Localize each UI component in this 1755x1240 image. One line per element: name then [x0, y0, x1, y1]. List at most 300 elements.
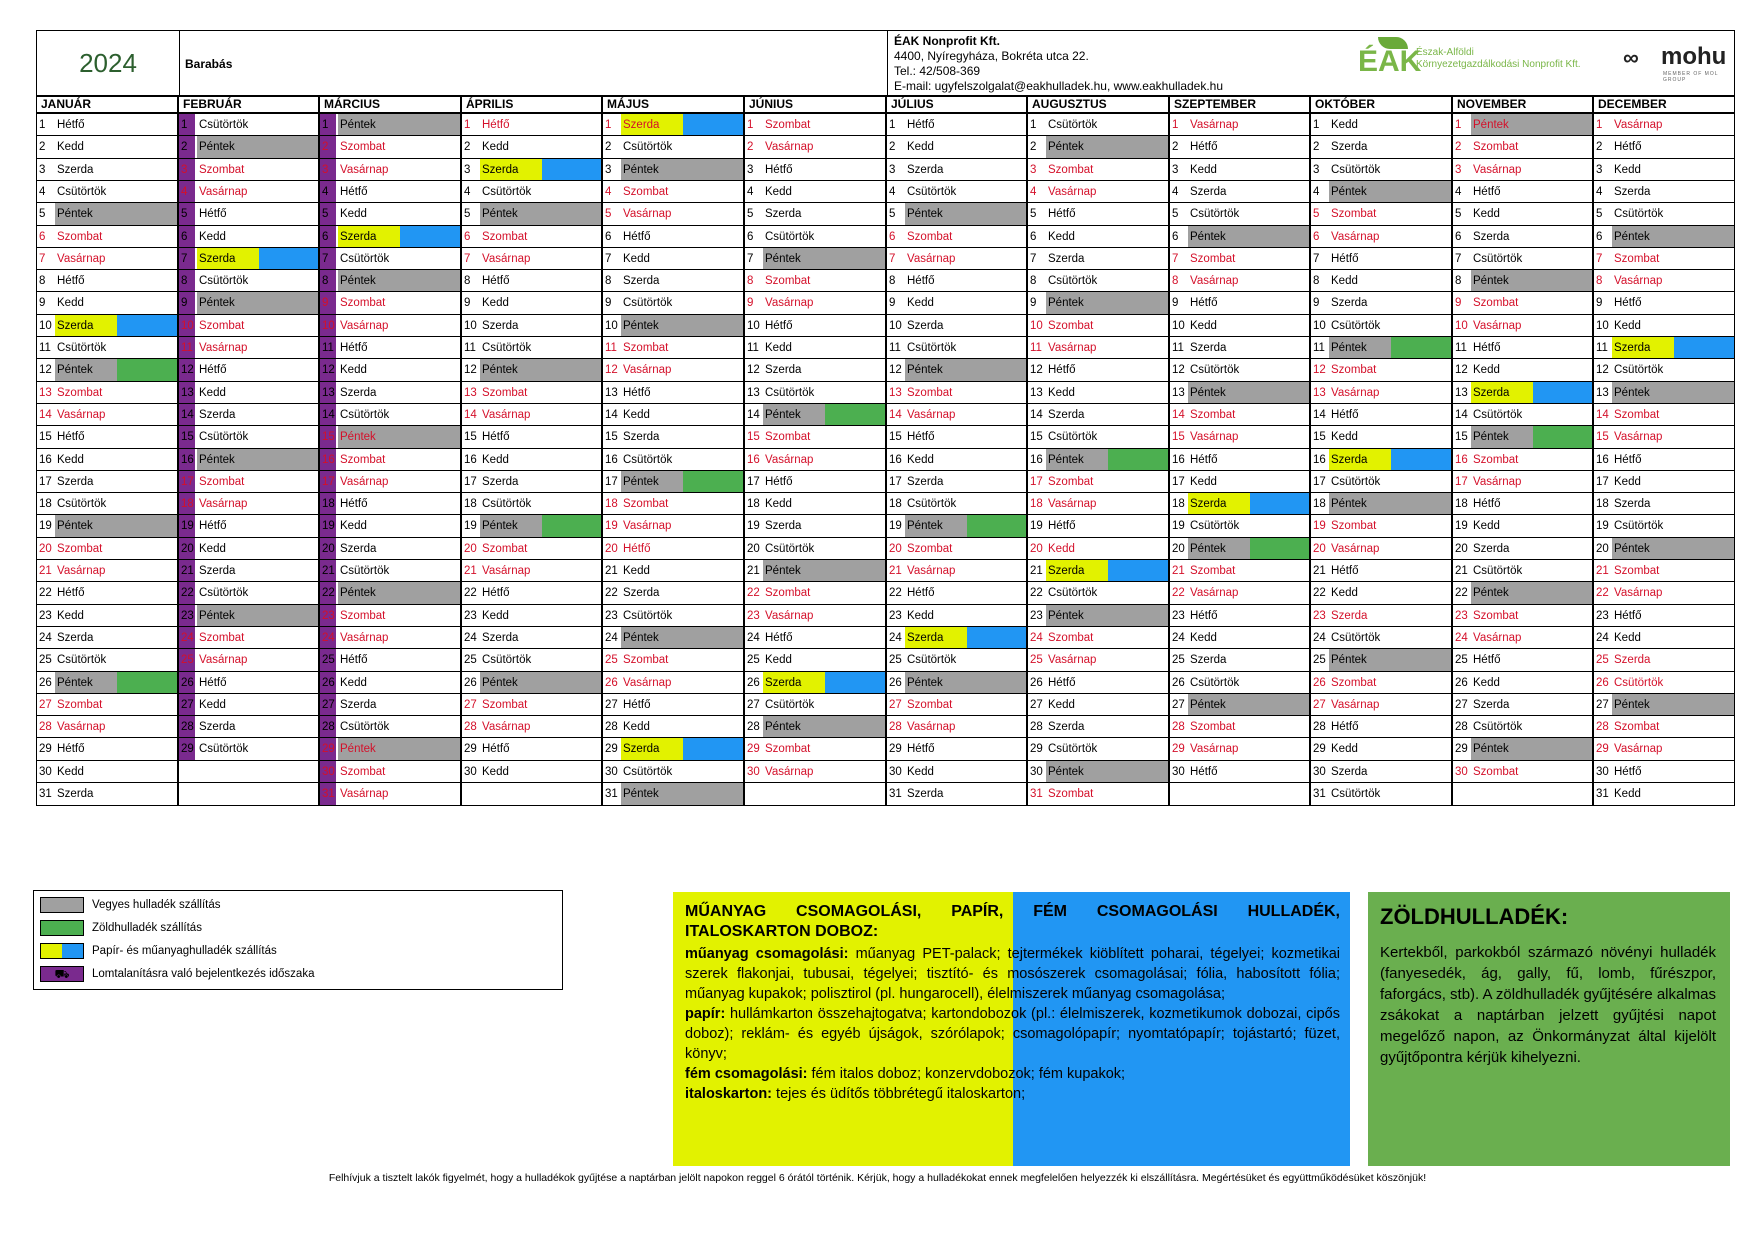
day-number: 2 [605, 141, 612, 153]
day-cell [744, 358, 886, 382]
weekday-name: Kedd [907, 454, 934, 466]
weekday-name: Csütörtök [57, 342, 107, 354]
day-number: 11 [605, 342, 617, 354]
day-cell [178, 626, 319, 650]
weekday-name: Vasárnap [1473, 164, 1522, 176]
day-number: 8 [1030, 275, 1037, 287]
day-cell [1452, 113, 1593, 137]
day-cell [744, 693, 886, 717]
day-cell [1027, 135, 1169, 159]
day-number: 15 [1030, 431, 1043, 443]
day-number: 21 [1313, 565, 1326, 577]
weekday-name: Szerda [907, 476, 944, 488]
paper-plastic-mark-blue [1250, 493, 1310, 516]
day-number: 29 [1313, 743, 1326, 755]
legend-item [40, 918, 540, 938]
weekday-name: Kedd [765, 342, 792, 354]
weekday-name: Vasárnap [482, 409, 531, 421]
day-number: 20 [889, 543, 902, 555]
weekday-name: Vasárnap [1331, 699, 1380, 711]
weekday-name: Hétfő [907, 119, 935, 131]
day-number: 2 [1596, 141, 1603, 153]
recyclables-info-box [673, 892, 1350, 1166]
day-cell [602, 693, 744, 717]
day-cell [1027, 403, 1169, 427]
day-number: 10 [1030, 320, 1043, 332]
day-cell [744, 581, 886, 605]
day-number: 23 [1172, 610, 1185, 622]
weekday-name: Szombat [1331, 677, 1377, 689]
day-cell [1169, 225, 1310, 249]
day-cell [36, 715, 178, 739]
green-waste-mark [683, 471, 744, 494]
day-number: 30 [605, 766, 618, 778]
day-number: 24 [1030, 632, 1043, 644]
day-cell [178, 693, 319, 717]
day-cell [1310, 381, 1452, 405]
weekday-name: Hétfő [340, 654, 368, 666]
day-number: 24 [320, 627, 336, 650]
day-cell [1169, 581, 1310, 605]
day-cell [1027, 113, 1169, 137]
day-number: 13 [1596, 387, 1609, 399]
day-number: 31 [889, 788, 902, 800]
day-cell [1452, 737, 1593, 761]
weekday-name: Péntek [340, 275, 376, 287]
day-cell [1452, 648, 1593, 672]
day-cell [1452, 559, 1593, 583]
day-cell [602, 671, 744, 695]
weekday-name: Csütörtök [340, 721, 390, 733]
weekday-name: Kedd [1331, 743, 1358, 755]
day-number: 24 [747, 632, 760, 644]
weekday-name: Péntek [1331, 654, 1367, 666]
weekday-name: Hétfő [199, 208, 227, 220]
paper-plastic-mark-blue [400, 226, 461, 249]
day-number: 5 [1030, 208, 1037, 220]
day-number: 29 [39, 743, 52, 755]
day-number: 4 [1596, 186, 1603, 198]
day-cell [1169, 492, 1310, 516]
day-cell [1310, 180, 1452, 204]
day-cell [744, 180, 886, 204]
day-cell [1027, 180, 1169, 204]
day-cell [1027, 537, 1169, 561]
weekday-name: Kedd [340, 364, 367, 376]
day-number: 10 [39, 320, 52, 332]
day-cell [886, 782, 1027, 806]
day-number: 28 [747, 721, 760, 733]
weekday-name: Vasárnap [57, 721, 106, 733]
day-number: 31 [1030, 788, 1043, 800]
day-number: 18 [179, 493, 195, 516]
day-cell [1310, 448, 1452, 472]
day-cell [36, 291, 178, 315]
month-header: ÁPRILIS [461, 96, 602, 113]
weekday-name: Szombat [1190, 253, 1236, 265]
day-number: 30 [1596, 766, 1609, 778]
day-cell [1310, 403, 1452, 427]
day-cell [744, 291, 886, 315]
weekday-name: Hétfő [623, 387, 651, 399]
day-number: 12 [39, 364, 52, 376]
day-number: 1 [889, 119, 896, 131]
day-number: 3 [39, 164, 46, 176]
day-number: 17 [179, 471, 195, 494]
weekday-name: Szombat [1190, 565, 1236, 577]
day-cell [178, 425, 319, 449]
weekday-name: Szerda [57, 632, 94, 644]
day-cell [744, 202, 886, 226]
day-number: 22 [39, 587, 52, 599]
weekday-name: Kedd [623, 565, 650, 577]
weekday-name: Kedd [57, 141, 84, 153]
day-cell [1169, 514, 1310, 538]
day-cell [178, 269, 319, 293]
green-waste-mark [1250, 538, 1310, 561]
weekday-name: Péntek [340, 119, 376, 131]
weekday-name: Péntek [1048, 454, 1084, 466]
legend-label: Lomtalanításra való bejelentkezés időszaka [92, 968, 315, 980]
day-number: 10 [464, 320, 477, 332]
day-number: 21 [889, 565, 902, 577]
weekday-name: Szerda [482, 476, 519, 488]
weekday-name: Szombat [57, 231, 103, 243]
day-number: 15 [1313, 431, 1326, 443]
day-number: 27 [320, 694, 336, 717]
day-cell [1452, 715, 1593, 739]
day-cell [461, 671, 602, 695]
day-number: 5 [1455, 208, 1462, 220]
day-number: 15 [1596, 431, 1609, 443]
day-cell [36, 514, 178, 538]
day-number: 8 [1455, 275, 1462, 287]
day-number: 6 [1172, 231, 1179, 243]
day-cell [886, 225, 1027, 249]
day-cell [1310, 135, 1452, 159]
weekday-name: Kedd [1473, 677, 1500, 689]
weekday-name: Vasárnap [765, 141, 814, 153]
day-number: 13 [605, 387, 618, 399]
day-cell [36, 648, 178, 672]
day-cell [744, 559, 886, 583]
weekday-name: Szombat [623, 498, 669, 510]
day-cell [461, 581, 602, 605]
day-number: 17 [889, 476, 902, 488]
truck-icon: ⛟ [40, 966, 84, 982]
day-number: 18 [1313, 498, 1326, 510]
weekday-name: Péntek [1473, 275, 1509, 287]
day-number: 17 [1030, 476, 1043, 488]
day-number: 13 [1313, 387, 1326, 399]
day-number: 3 [1030, 164, 1037, 176]
weekday-name: Szerda [199, 565, 236, 577]
day-number: 11 [39, 342, 51, 354]
weekday-name: Szombat [340, 297, 386, 309]
day-cell [886, 537, 1027, 561]
weekday-name: Szombat [57, 387, 103, 399]
weekday-name: Kedd [1190, 164, 1217, 176]
day-number: 22 [179, 582, 195, 605]
day-number: 19 [889, 520, 902, 532]
legend-item [40, 895, 540, 915]
day-number: 17 [320, 471, 336, 494]
day-number: 25 [1172, 654, 1185, 666]
day-cell [178, 737, 319, 761]
weekday-name: Kedd [482, 141, 509, 153]
weekday-name: Szerda [1048, 721, 1085, 733]
weekday-name: Vasárnap [907, 409, 956, 421]
day-cell [319, 737, 461, 761]
day-number: 6 [39, 231, 46, 243]
weekday-name: Szombat [623, 342, 669, 354]
day-cell [744, 135, 886, 159]
day-cell [1169, 269, 1310, 293]
weekday-name: Csütörtök [199, 275, 249, 287]
day-number: 2 [1172, 141, 1179, 153]
day-cell [178, 158, 319, 182]
weekday-name: Vasárnap [623, 364, 672, 376]
day-cell [886, 737, 1027, 761]
carton-text: tejes és üdítős többrétegű italoskarton; [772, 1086, 1026, 1102]
paper-plastic-mark-blue [825, 672, 886, 695]
weekday-name: Szerda [1048, 253, 1085, 265]
day-number: 14 [1030, 409, 1043, 421]
weekday-name: Péntek [1473, 431, 1509, 443]
day-number: 4 [179, 181, 195, 204]
day-number: 24 [1455, 632, 1468, 644]
day-cell [1452, 135, 1593, 159]
day-cell [319, 492, 461, 516]
weekday-name: Csütörtök [623, 141, 673, 153]
day-number: 12 [1313, 364, 1326, 376]
day-number: 9 [1313, 297, 1320, 309]
day-cell [1452, 381, 1593, 405]
month-header: JANUÁR [36, 96, 178, 113]
day-cell [36, 381, 178, 405]
day-number: 16 [464, 454, 477, 466]
weekday-name: Péntek [1331, 186, 1367, 198]
day-number: 11 [1455, 342, 1467, 354]
day-number: 24 [179, 627, 195, 650]
weekday-name: Szerda [765, 208, 802, 220]
day-cell [1169, 202, 1310, 226]
day-cell [36, 693, 178, 717]
mohu-logo-name: mohu [1661, 43, 1727, 70]
day-cell [178, 180, 319, 204]
weekday-name: Kedd [1331, 431, 1358, 443]
day-number: 21 [1596, 565, 1609, 577]
day-cell [1452, 448, 1593, 472]
day-cell [1169, 336, 1310, 360]
day-cell [178, 581, 319, 605]
weekday-name: Szerda [1048, 565, 1085, 577]
day-cell [886, 425, 1027, 449]
day-number: 5 [464, 208, 471, 220]
weekday-name: Kedd [1473, 364, 1500, 376]
weekday-name: Kedd [907, 610, 934, 622]
day-number: 1 [1596, 119, 1603, 131]
day-cell [886, 269, 1027, 293]
day-number: 11 [179, 337, 195, 360]
day-cell [602, 269, 744, 293]
weekday-name: Péntek [765, 409, 801, 421]
weekday-name: Vasárnap [1048, 498, 1097, 510]
day-cell [886, 715, 1027, 739]
month-header: MÁRCIUS [319, 96, 461, 113]
day-number: 6 [1030, 231, 1037, 243]
day-cell [1169, 448, 1310, 472]
day-number: 24 [889, 632, 902, 644]
day-number: 22 [1596, 587, 1609, 599]
day-cell [178, 671, 319, 695]
weekday-name: Szombat [1331, 520, 1377, 532]
weekday-name: Szombat [1048, 476, 1094, 488]
weekday-name: Csütörtök [1614, 677, 1664, 689]
day-number: 19 [464, 520, 477, 532]
paper-plastic-mark-blue [117, 315, 178, 338]
day-cell [319, 604, 461, 628]
day-cell [461, 514, 602, 538]
day-number: 25 [605, 654, 618, 666]
weekday-name: Csütörtök [1614, 208, 1664, 220]
weekday-name: Csütörtök [623, 454, 673, 466]
day-cell [1169, 693, 1310, 717]
day-number: 22 [1455, 587, 1468, 599]
weekday-name: Szerda [57, 164, 94, 176]
day-number: 28 [320, 716, 336, 739]
weekday-name: Péntek [340, 431, 376, 443]
weekday-name: Kedd [1614, 320, 1641, 332]
day-cell [36, 180, 178, 204]
day-cell [36, 403, 178, 427]
weekday-name: Péntek [199, 141, 235, 153]
day-number: 23 [1596, 610, 1609, 622]
weekday-name: Kedd [765, 498, 792, 510]
weekday-name: Péntek [1048, 297, 1084, 309]
weekday-name: Hétfő [623, 699, 651, 711]
day-cell [36, 425, 178, 449]
weekday-name: Hétfő [907, 431, 935, 443]
weekday-name: Szerda [1048, 409, 1085, 421]
weekday-name: Szombat [482, 699, 528, 711]
day-cell [1593, 559, 1735, 583]
day-number: 26 [39, 677, 52, 689]
day-cell [1169, 715, 1310, 739]
green-waste-mark [542, 515, 602, 538]
day-cell [1310, 358, 1452, 382]
weekday-name: Péntek [623, 632, 659, 644]
weekday-name: Csütörtök [199, 119, 249, 131]
day-cell [461, 403, 602, 427]
weekday-name: Csütörtök [1614, 520, 1664, 532]
day-cell [886, 180, 1027, 204]
weekday-name: Vasárnap [765, 454, 814, 466]
weekday-name: Hétfő [482, 275, 510, 287]
day-number: 7 [1172, 253, 1179, 265]
green-waste-mark [1391, 337, 1452, 360]
day-cell [1169, 180, 1310, 204]
day-cell [1027, 648, 1169, 672]
day-cell [886, 291, 1027, 315]
weekday-name: Szerda [57, 320, 94, 332]
day-number: 21 [1455, 565, 1468, 577]
weekday-name: Szombat [623, 186, 669, 198]
weekday-name: Péntek [765, 253, 801, 265]
day-number: 20 [39, 543, 52, 555]
weekday-name: Péntek [1048, 766, 1084, 778]
day-cell [319, 581, 461, 605]
weekday-name: Csütörtök [1614, 364, 1664, 376]
weekday-name: Szombat [340, 610, 386, 622]
weekday-name: Kedd [1048, 387, 1075, 399]
day-cell [36, 604, 178, 628]
day-number: 12 [1030, 364, 1043, 376]
day-number: 17 [39, 476, 52, 488]
weekday-name: Péntek [199, 297, 235, 309]
day-number: 13 [747, 387, 760, 399]
day-cell [319, 135, 461, 159]
day-cell [461, 202, 602, 226]
day-cell [1452, 336, 1593, 360]
day-number: 7 [179, 248, 195, 271]
weekday-name: Kedd [57, 610, 84, 622]
day-cell [461, 225, 602, 249]
day-number: 19 [747, 520, 760, 532]
day-number: 2 [179, 136, 195, 159]
day-cell [602, 135, 744, 159]
weekday-name: Szerda [623, 587, 660, 599]
day-cell [1593, 693, 1735, 717]
day-number: 9 [320, 292, 336, 315]
day-cell [178, 202, 319, 226]
weekday-name: Péntek [482, 520, 518, 532]
day-number: 15 [179, 426, 195, 449]
day-cell [178, 358, 319, 382]
day-cell [1027, 737, 1169, 761]
paper-text: hullámkarton összehajtogatva; kartondobozok (pl.: élelmiszerek, kozmetikumok dobozai, cipős doboz); reklám- és egyéb újságok, szórólapok; csomagolópapír; nyomtatópapír; tojástartó; füzet, könyv; [685, 1006, 1340, 1062]
weekday-name: Szerda [1190, 654, 1227, 666]
weekday-name: Vasárnap [1614, 431, 1663, 443]
day-number: 19 [1596, 520, 1609, 532]
weekday-name: Csütörtök [623, 610, 673, 622]
day-number: 18 [1455, 498, 1468, 510]
day-cell [319, 693, 461, 717]
day-cell [1452, 403, 1593, 427]
weekday-name: Kedd [340, 677, 367, 689]
weekday-name: Kedd [199, 231, 226, 243]
day-cell [319, 559, 461, 583]
day-cell [886, 202, 1027, 226]
day-number: 3 [464, 164, 471, 176]
day-number: 16 [1172, 454, 1185, 466]
day-cell [461, 381, 602, 405]
day-cell [461, 626, 602, 650]
day-number: 26 [320, 672, 336, 695]
day-cell [36, 314, 178, 338]
day-cell [1027, 247, 1169, 271]
legend-label: Papír- és műanyaghulladék szállítás [92, 945, 277, 957]
day-number: 25 [747, 654, 760, 666]
day-number: 24 [1596, 632, 1609, 644]
day-cell [178, 514, 319, 538]
day-cell [1452, 760, 1593, 784]
day-cell [319, 158, 461, 182]
weekday-name: Csütörtök [1048, 587, 1098, 599]
day-cell [36, 626, 178, 650]
weekday-name: Hétfő [482, 587, 510, 599]
day-number: 25 [179, 649, 195, 672]
